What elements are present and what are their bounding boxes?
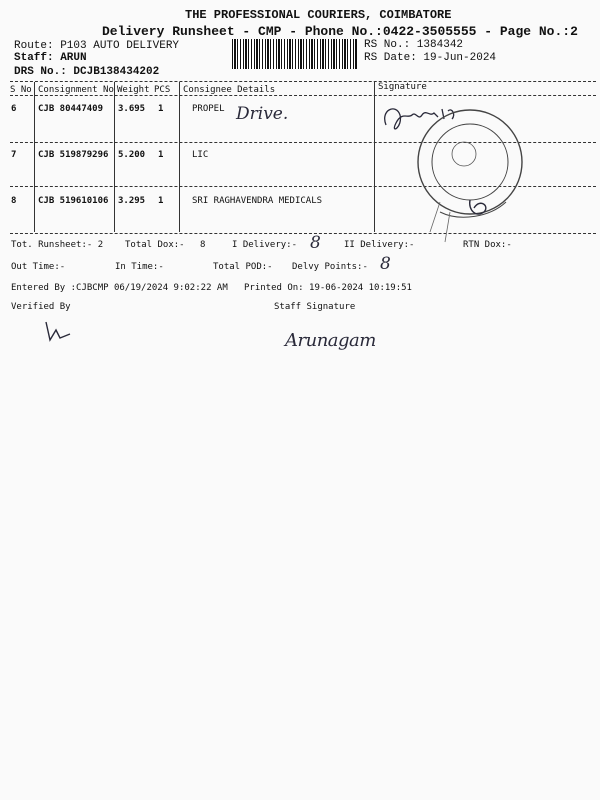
row-pcs: 1 — [158, 150, 164, 160]
runsheet-subtitle: Delivery Runsheet - CMP - Phone No.:0422-3505555 - Page No.:2 — [102, 24, 578, 39]
row-consignee: SRI RAGHAVENDRA MEDICALS — [192, 196, 323, 206]
total-dox-value: 8 — [200, 240, 206, 250]
header-consignment: Consignment No — [38, 85, 114, 95]
header-signature: Signature — [378, 82, 427, 92]
staff-signature-handwriting: Arunagam — [285, 330, 376, 351]
in-time-label: In Time:- — [115, 262, 164, 272]
i-delivery-value: 8 — [310, 233, 321, 253]
column-divider — [34, 82, 35, 232]
row-pcs: 1 — [158, 196, 164, 206]
row-sno: 7 — [11, 150, 17, 160]
delvy-points-label: Delvy Points:- — [292, 262, 368, 272]
header-consignee: Consignee Details — [183, 85, 276, 95]
rtn-dox-label: RTN Dox:- — [463, 240, 512, 250]
row-weight: 3.695 — [118, 104, 146, 114]
header-pcs: PCS — [154, 85, 171, 95]
header-weight: Weight — [117, 85, 150, 95]
table-top-rule — [10, 81, 596, 82]
verifier-signature — [40, 318, 80, 348]
rs-date: RS Date: 19-Jun-2024 — [364, 52, 497, 64]
row-consignment: CJB 80447409 — [38, 104, 104, 114]
i-delivery-label: I Delivery:- — [232, 240, 298, 250]
company-title: THE PROFESSIONAL COURIERS, COIMBATORE — [185, 8, 452, 22]
row-pcs: 1 — [158, 104, 164, 114]
column-divider — [114, 82, 115, 232]
column-divider — [179, 82, 180, 232]
column-divider — [374, 82, 375, 232]
row-sno: 6 — [11, 104, 17, 114]
rs-number: RS No.: 1384342 — [364, 39, 464, 51]
entered-by: Entered By :CJBCMP 06/19/2024 9:02:22 AM — [11, 283, 228, 293]
ii-delivery-label: II Delivery:- — [344, 240, 415, 250]
row-consignee: LIC — [192, 150, 209, 160]
row-consignment: CJB 519879296 — [38, 150, 109, 160]
header-sno: S No — [10, 85, 32, 95]
printed-on: Printed On: 19-06-2024 10:19:51 — [244, 283, 412, 293]
total-pod-label: Total POD:- — [213, 262, 273, 272]
staff-signature-label: Staff Signature — [274, 302, 356, 312]
row-weight: 3.295 — [118, 196, 146, 206]
row-consignment: CJB 519610106 — [38, 196, 109, 206]
route-label: Route: P103 AUTO DELIVERY — [14, 40, 180, 52]
total-dox-label: Total Dox:- — [125, 240, 185, 250]
row-consignee: PROPEL — [192, 104, 225, 114]
row-sno: 8 — [11, 196, 17, 206]
barcode — [232, 39, 357, 69]
handwritten-note: Drive. — [236, 104, 289, 124]
staff-label: Staff: ARUN — [14, 52, 87, 64]
drs-number: DRS No.: DCJB138434202 — [14, 66, 160, 78]
row-weight: 5.200 — [118, 150, 146, 160]
delvy-points-value: 8 — [380, 254, 391, 274]
out-time-label: Out Time:- — [11, 262, 66, 272]
company-seal — [410, 92, 525, 247]
tot-runsheet: Tot. Runsheet:- 2 — [11, 240, 104, 250]
verified-by-label: Verified By — [11, 302, 71, 312]
